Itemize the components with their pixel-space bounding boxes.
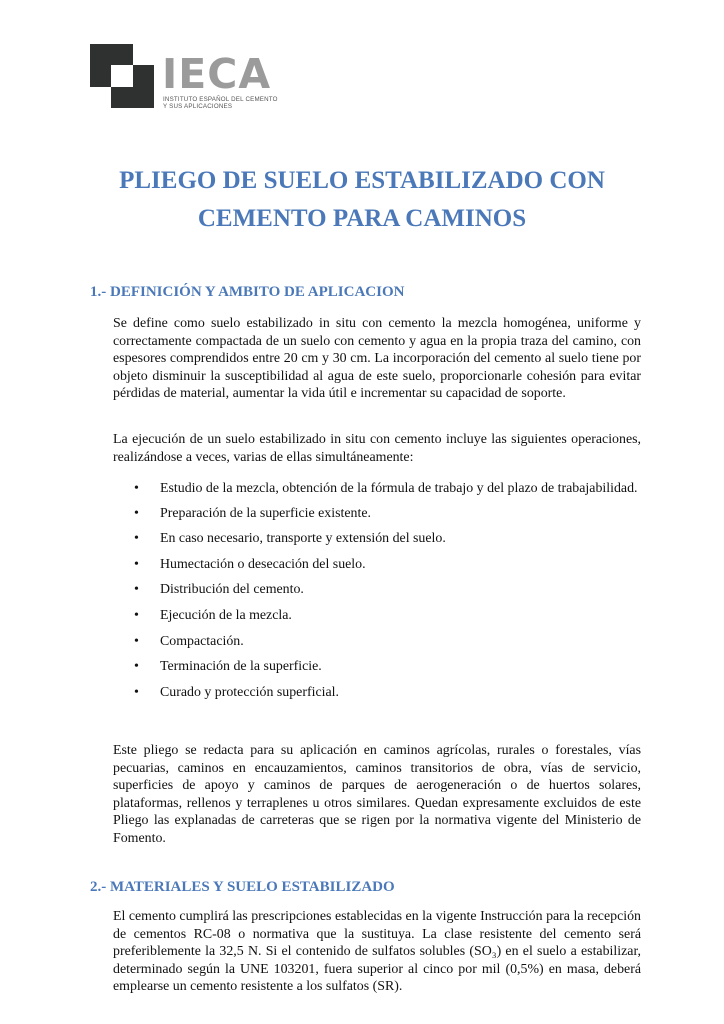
section-1-paragraph-3: Este pliego se redacta para su aplicación en caminos agrícolas, rurales o forestales, vías pecuarias, caminos en encauzamientos, caminos transitorios de obra, vías de servicio, superficies de apoyo y caminos de parques de aerogeneración o de huertos solares, plataformas, rellenos y terraplenes u otros similares. Quedan expresamente excluidos de este Pliego las explanadas de carreteras que se rigen por la normativa vigente del Ministerio de Fomento.: [113, 743, 641, 846]
list-item: [113, 633, 641, 651]
list-item-text: Preparación de la superficie existente.: [160, 505, 371, 521]
list-item-text: Terminación de la superficie.: [160, 659, 322, 675]
bullet-icon: •: [134, 556, 139, 572]
list-item-text: En caso necesario, transporte y extensión del suelo.: [160, 531, 446, 547]
list-item: [113, 480, 641, 498]
section-1-heading: 1.- DEFINICIÓN Y AMBITO DE APLICACION: [90, 284, 405, 300]
ieca-logo-mark-icon: [90, 44, 154, 108]
title-line-1: PLIEGO DE SUELO ESTABILIZADO CON: [119, 167, 605, 194]
section-2-heading: 2.- MATERIALES Y SUELO ESTABILIZADO: [90, 879, 395, 895]
list-item-text: Curado y protección superficial.: [160, 684, 339, 700]
bullet-icon: •: [134, 481, 139, 496]
list-item: [113, 530, 641, 548]
bullet-icon: •: [134, 531, 139, 547]
logo-subtitle-line1: INSTITUTO ESPAÑOL DEL CEMENTO: [163, 96, 278, 103]
title-line-2: CEMENTO PARA CAMINOS: [197, 205, 527, 232]
operations-list: [113, 480, 641, 709]
bullet-icon: •: [134, 505, 139, 521]
ieca-logo: [90, 44, 290, 114]
list-item: [113, 581, 641, 599]
list-item: [113, 607, 641, 625]
document-title: [60, 162, 664, 238]
list-item: [113, 658, 641, 676]
logo-subtitle-line2: Y SUS APLICACIONES: [163, 103, 233, 110]
list-item: [113, 684, 641, 702]
bullet-icon: •: [134, 659, 139, 675]
list-item: [113, 556, 641, 574]
bullet-icon: •: [134, 684, 139, 700]
list-item: [113, 505, 641, 523]
section-2-paragraph-1: El cemento cumplirá las prescripciones establecidas en la vigente Instrucción para la recepción de cementos RC-08 o normativa que la sustituya. La clase resistente del cemento será preferiblemente la 32,5 N. Si el contenido de sulfatos solubles (SO₃) en el suelo a estabilizar, determinado según la UNE 103201, fuera superior al cinco por mil (0,5%) en masa, deberá emplearse un cemento resistente a los sulfatos (SR).: [113, 909, 641, 995]
section-1-paragraph-1: Se define como suelo estabilizado in situ con cemento la mezcla homogénea, uniforme y correctamente compactada de un suelo con cemento y agua en la propia traza del camino, con espesores comprendidos entre 20 cm y 30 cm. La incorporación del cemento al suelo tiene por objeto disminuir la susceptibilidad al agua de este suelo, proporcionarle cohesión para evitar pérdidas de material, aumentar la vida útil e incrementar su capacidad de soporte.: [113, 316, 641, 402]
logo-wordmark: IECA: [162, 50, 272, 98]
list-item-text: Estudio de la mezcla, obtención de la fórmula de trabajo y del plazo de trabajabilidad.: [160, 481, 638, 496]
bullet-icon: •: [134, 607, 139, 623]
list-item-text: Ejecución de la mezcla.: [160, 607, 292, 623]
list-item-text: Humectación o desecación del suelo.: [160, 556, 366, 572]
list-item-text: Compactación.: [160, 633, 244, 649]
logo-subtitle: [163, 96, 278, 110]
bullet-icon: •: [134, 633, 139, 649]
list-item-text: Distribución del cemento.: [160, 582, 304, 598]
section-1-paragraph-2: La ejecución de un suelo estabilizado in situ con cemento incluye las siguientes operaciones, realizándose a veces, varias de ellas simultáneamente:: [113, 432, 641, 465]
bullet-icon: •: [134, 582, 139, 598]
